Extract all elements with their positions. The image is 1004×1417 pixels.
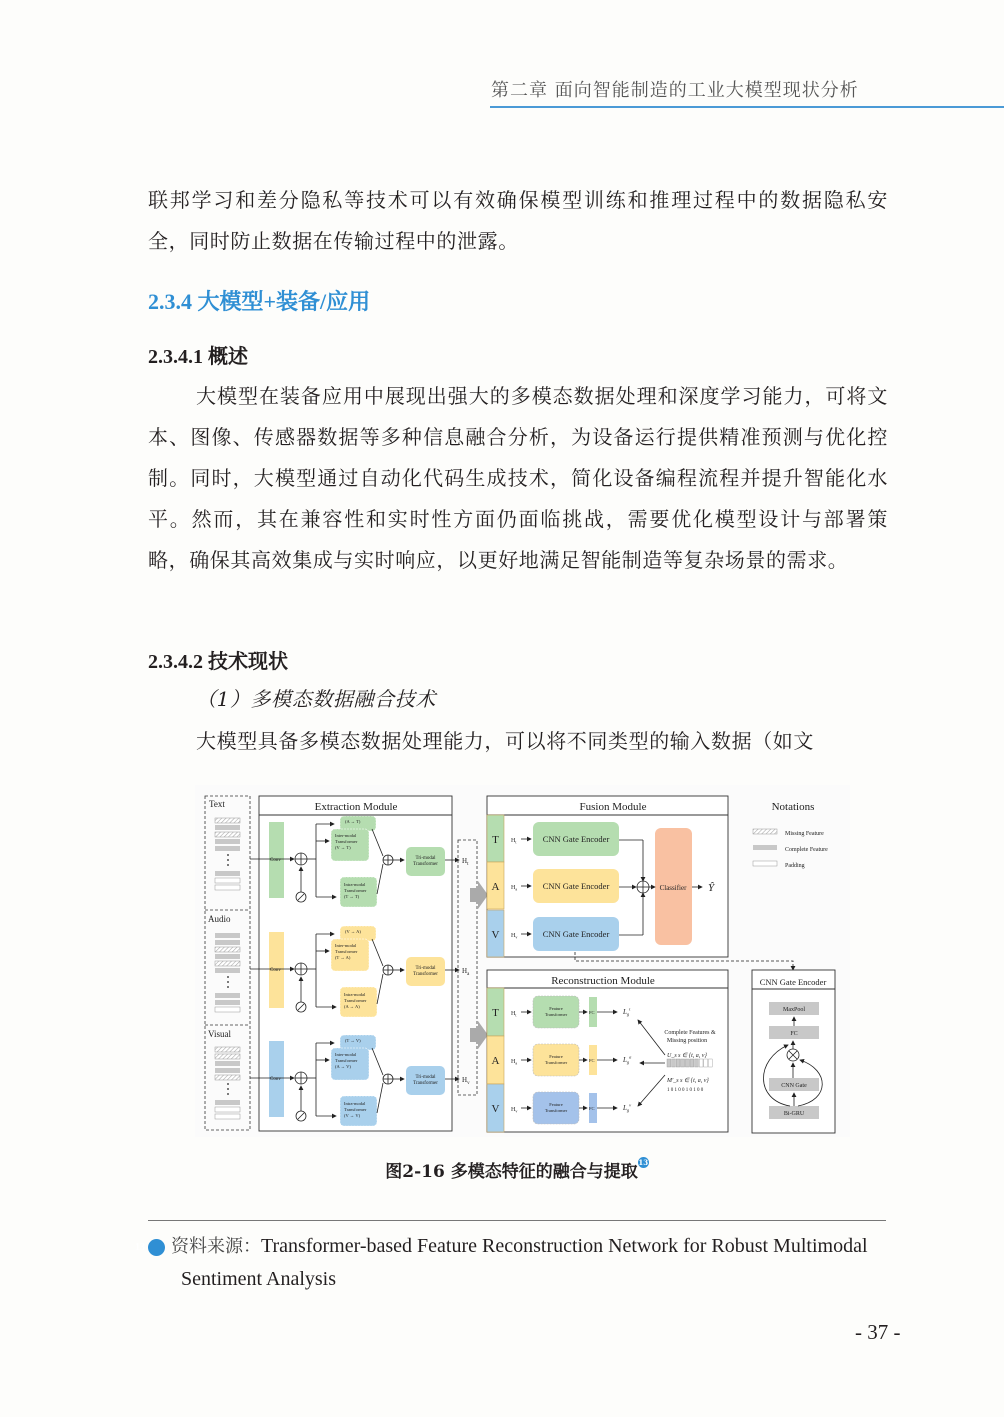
feature-bar (215, 961, 240, 966)
feature-bar (215, 1107, 240, 1112)
input-label-audio: Audio (208, 914, 231, 924)
hidden-state-label: $H_t$ (462, 857, 469, 867)
diagram-circle (227, 859, 229, 861)
section-heading-2-3-4-2: 2.3.4.2 技术现状 (148, 651, 288, 673)
diagram-text: $H_t$ (511, 1011, 517, 1018)
diagram-text: Transformer (335, 839, 358, 844)
diagram-text: Conv (270, 968, 281, 973)
layer-cnn-gate: CNN Gate (781, 1083, 807, 1089)
loss-label: $L_g^a$ (623, 1054, 632, 1065)
feature-bar (215, 818, 240, 823)
diagram-text: Feature (549, 1006, 563, 1011)
feature-bar (215, 1114, 240, 1119)
diagram-circle (227, 976, 229, 978)
fusion-module-title: Fusion Module (579, 801, 647, 813)
feature-bar (215, 1100, 240, 1105)
layer-fc: FC (790, 1031, 798, 1037)
notation-missing: Missing Feature (785, 831, 824, 837)
section-heading-2-3-4: 2.3.4 大模型+装备/应用 (148, 289, 371, 314)
diagram-text: Transformer (335, 949, 358, 954)
diagram-rect (753, 861, 777, 866)
classifier-label: Classifier (659, 884, 687, 892)
feature-bar (215, 1054, 240, 1059)
feature-bar (215, 1000, 240, 1005)
diagram-text: CNN Gate Encoder (542, 929, 610, 939)
diagram-text: FC (589, 1106, 595, 1111)
feature-bar (215, 1007, 240, 1012)
diagram-circle (227, 981, 229, 983)
diagram-rect (753, 845, 777, 850)
notation-complete: Complete Feature (785, 847, 828, 853)
feature-bar (215, 933, 240, 938)
footnote-number: 13 (148, 1239, 165, 1256)
diagram-text: Tri-modal (415, 856, 436, 861)
feature-bar (215, 993, 240, 998)
diagram-text: (T → A) (335, 955, 351, 960)
diagram-text: $H_a$ (511, 1059, 518, 1066)
diagram-text: (A → V) (335, 1064, 351, 1069)
loss-label: $L_g^v$ (623, 1102, 632, 1113)
input-label-text: Text (209, 799, 225, 809)
diagram-circle (227, 854, 229, 856)
footnote-ref[interactable]: 13 (638, 1158, 649, 1167)
diagram-text: Conv (270, 1077, 281, 1082)
notation-padding: Padding (785, 863, 805, 869)
diagram-text: $H_v$ (511, 933, 518, 940)
paragraph: 联邦学习和差分隐私等技术可以有效确保模型训练和推理过程中的数据隐私安全，同时防止数据在传输过程中的泄露。 (148, 188, 888, 253)
notations-title: Notations (771, 801, 815, 813)
encoder-title: CNN Gate Encoder (759, 977, 827, 987)
diagram-text: Transformer (344, 1107, 367, 1112)
complete-features-label: Complete Features & (664, 1030, 716, 1036)
diagram-text: (V → A) (345, 929, 361, 934)
feature-bar (215, 1061, 240, 1066)
diagram-text: CNN Gate Encoder (542, 834, 610, 844)
diagram-text: (A → A) (344, 1004, 360, 1009)
diagram-text: Inter-modal (335, 1052, 357, 1057)
diagram-circle (227, 1093, 229, 1095)
diagram-text: Conv (270, 858, 281, 863)
figure-caption (0, 1157, 1004, 1182)
feature-bar (215, 871, 240, 876)
feature-bar (215, 1047, 240, 1052)
diagram-rect (681, 1059, 685, 1067)
diagram-text: Inter-modal (335, 833, 357, 838)
diagram-text: FC (589, 1010, 595, 1015)
feature-bar (215, 878, 240, 883)
diagram-text: (T → V) (345, 1038, 361, 1043)
diagram-text: FC (589, 1058, 595, 1063)
feature-bar (215, 968, 240, 973)
diagram-text: $H_v$ (511, 1107, 518, 1114)
multimodal-fusion-diagram (195, 785, 850, 1137)
diagram-rect (753, 829, 777, 834)
diagram-text: Transformer (413, 862, 438, 867)
diagram-text: Transformer (335, 1058, 358, 1063)
diagram-rect (704, 1059, 708, 1067)
diagram-rect (672, 1059, 676, 1067)
diagram-text: Intra-modal (344, 882, 366, 887)
diagram-text: Intra-modal (344, 1101, 366, 1106)
page-number: - 37 - (855, 1320, 901, 1344)
diagram-circle (227, 1083, 229, 1085)
diagram-text: $H_t$ (511, 838, 517, 845)
diagram-text: Transformer (413, 972, 438, 977)
diagram-text: (A → T) (345, 819, 361, 824)
diagram-text: Tri-modal (415, 1075, 436, 1080)
header-rule (490, 106, 1004, 108)
feature-bar (215, 940, 240, 945)
u-label: U_s s ∈ {t, a, v} (667, 1053, 707, 1059)
diagram-text: Feature (549, 1054, 563, 1059)
m-label: M'_s s ∈ {t, a, v} (667, 1078, 709, 1084)
diagram-text: Transformer (344, 998, 367, 1003)
diagram-rect (676, 1059, 680, 1067)
diagram-rect (667, 1059, 671, 1067)
diagram-text: Transformer (344, 888, 367, 893)
diagram-rect (695, 1059, 699, 1067)
paragraph: 大模型具备多模态数据处理能力，可以将不同类型的输入数据（如文 (196, 729, 814, 753)
diagram-text: A (491, 881, 500, 893)
subheading: （1）多模态数据融合技术 (196, 687, 436, 711)
diagram-text: V (491, 929, 500, 941)
diagram-text: Transformer (413, 1081, 438, 1086)
diagram-text: Transformer (544, 1108, 568, 1113)
diagram-text: $H_a$ (511, 885, 518, 892)
diagram-text: (V → V) (344, 1113, 361, 1118)
diagram-text: Transformer (544, 1012, 568, 1017)
diagram-text: T (492, 1007, 499, 1019)
diagram-text: T (492, 834, 499, 846)
caption-text: 图2-16 多模态特征的融合与提取 (385, 1162, 638, 1182)
feature-bar (215, 954, 240, 959)
diagram-text: Inter-modal (335, 943, 357, 948)
loss-label: $L_g^t$ (623, 1006, 631, 1017)
feature-bar (215, 947, 240, 952)
hidden-state-label: $H_a$ (462, 967, 470, 977)
section-heading-2-3-4-1: 2.3.4.1 概述 (148, 346, 248, 368)
hidden-state-label: $H_v$ (462, 1076, 470, 1086)
diagram-text: A (491, 1055, 500, 1067)
feature-bar (215, 825, 240, 830)
running-header: 第二章 面向智能制造的工业大模型现状分析 (491, 80, 859, 101)
diagram-text: Transformer (544, 1060, 568, 1065)
footnote-label: 资料来源： (171, 1236, 261, 1257)
diagram-rect (699, 1059, 703, 1067)
feature-bar (215, 839, 240, 844)
diagram-circle (227, 986, 229, 988)
mask-bits: 1 0 1 0 0 1 0 1 0 0 (667, 1088, 704, 1093)
diagram-rect (685, 1059, 689, 1067)
missing-position-label: Missing position (666, 1038, 708, 1044)
diagram-text: V (491, 1103, 500, 1115)
feature-bar (215, 846, 240, 851)
diagram-text: (T → T) (344, 894, 360, 899)
diagram-text: Intra-modal (344, 992, 366, 997)
feature-bar (215, 1075, 240, 1080)
diagram-circle (227, 864, 229, 866)
feature-bar (215, 1068, 240, 1073)
diagram-rect (690, 1059, 694, 1067)
layer-bigru: Bi-GRU (783, 1111, 805, 1117)
diagram-rect (708, 1059, 712, 1067)
diagram-text: CNN Gate Encoder (542, 881, 610, 891)
prediction-output: Ŷ (708, 882, 715, 894)
diagram-text: Feature (549, 1102, 563, 1107)
feature-bar (215, 885, 240, 890)
layer-maxpool: MaxPool (782, 1007, 806, 1013)
footnote-text: Transformer-based Feature Reconstruction Network for Robust Multimodal Sentiment Analysis (181, 1235, 868, 1290)
feature-bar (215, 832, 240, 837)
footnote-rule (148, 1220, 886, 1221)
diagram-circle (227, 1088, 229, 1090)
footnote (135, 1230, 888, 1295)
diagram-text: (V → T) (335, 845, 351, 850)
reconstruction-module-title: Reconstruction Module (551, 975, 655, 987)
paragraph: 大模型在装备应用中展现出强大的多模态数据处理和深度学习能力，可将文本、图像、传感器数据等多种信息融合分析，为设备运行提供精准预测与优化控制。同时，大模型通过自动化代码生成技术，简化设备编程流程并提升智能化水平。然而，其在兼容性和实时性方面仍面临挑战，需要优化模型设计与部署策略，确保其高效集成与实时响应，以更好地满足智能制造等复杂场景的需求。 (148, 384, 888, 572)
input-label-visual: Visual (208, 1029, 231, 1039)
diagram-text: Tri-modal (415, 966, 436, 971)
extraction-module-title: Extraction Module (314, 801, 398, 813)
